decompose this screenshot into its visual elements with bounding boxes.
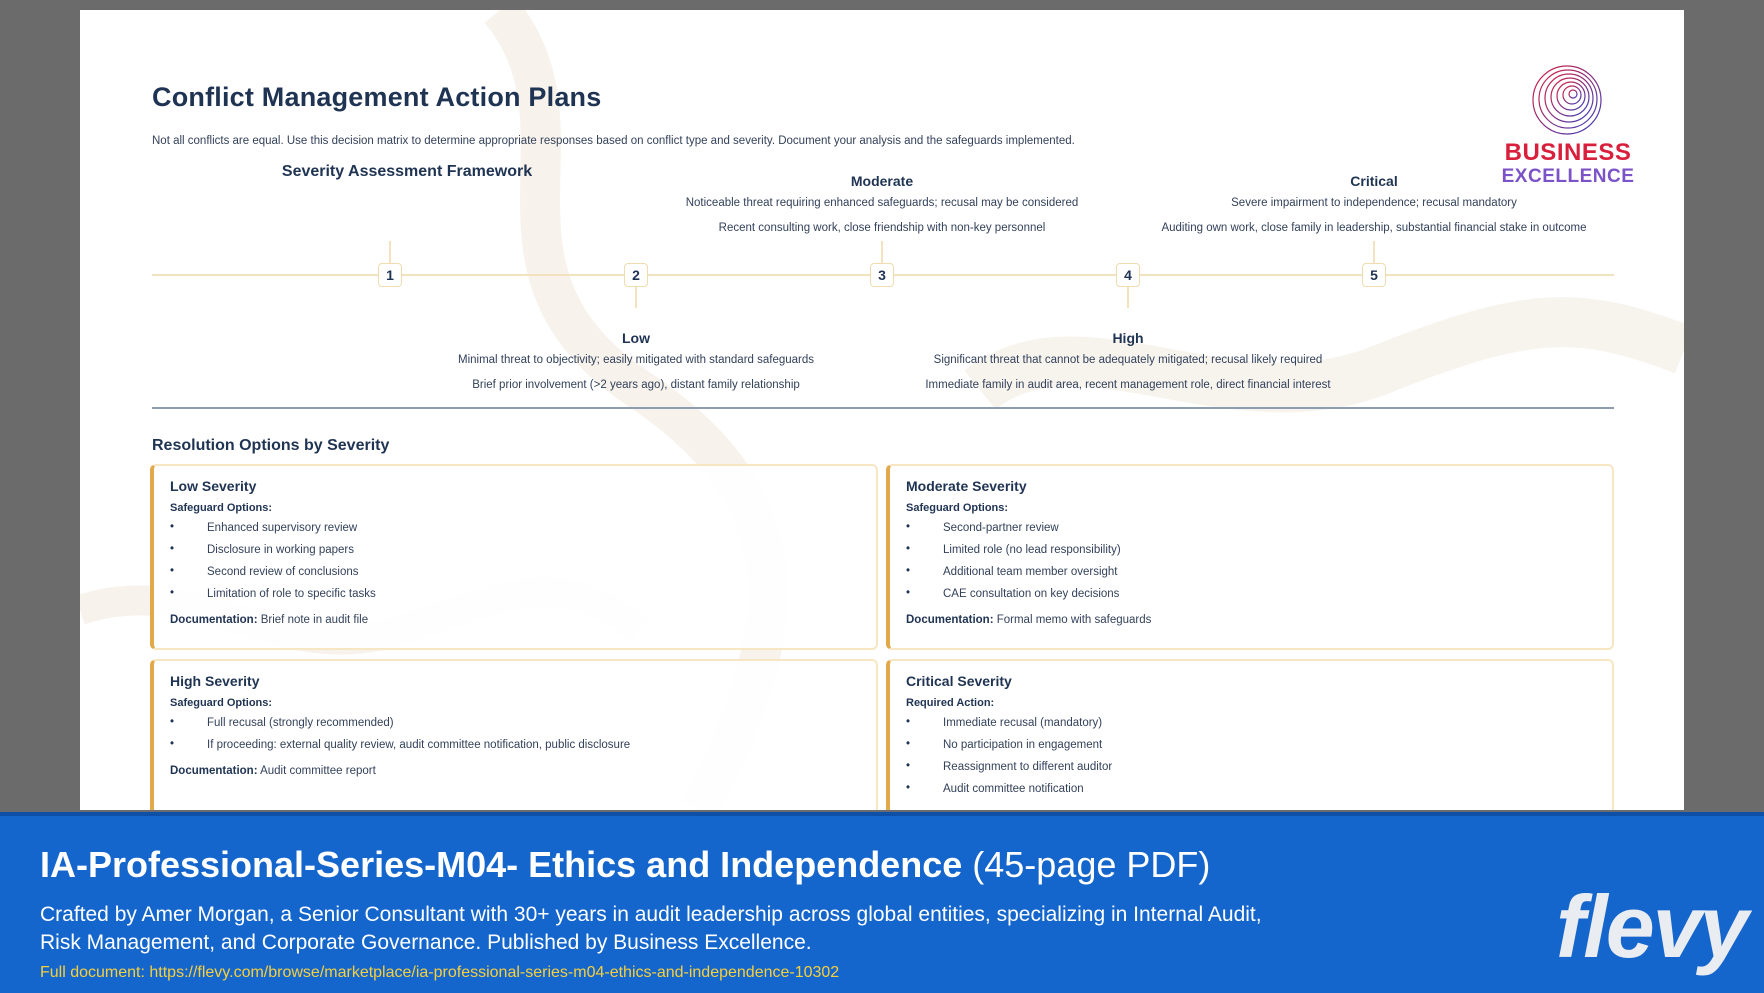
level-moderate-name: Moderate [850, 173, 914, 189]
level-moderate [652, 173, 1112, 247]
doc-value: Audit committee report [257, 765, 376, 777]
list-item: • Reassignment to different auditor [906, 761, 1596, 783]
card-moderate-documentation [906, 614, 1596, 626]
promo-footer-banner [0, 812, 1764, 993]
flevy-logo[interactable]: flevy [1556, 877, 1747, 976]
severity-node-4: 4 [1116, 263, 1140, 287]
footer-title [40, 844, 1210, 886]
logo-word-excellence: EXCELLENCE [1501, 166, 1635, 187]
doc-value: Formal memo with safeguards [993, 614, 1152, 626]
level-low-desc: Minimal threat to objectivity; easily mitigated with standard safeguards [457, 354, 815, 366]
card-high-list [170, 717, 860, 761]
card-high-documentation [170, 765, 860, 777]
list-item: • Additional team member oversight [906, 566, 1596, 588]
doc-label: Documentation: [170, 765, 258, 777]
list-item: • Enhanced supervisory review [170, 522, 860, 544]
tick-1 [389, 241, 391, 263]
card-high-severity [150, 659, 878, 810]
level-low-name: Low [622, 330, 650, 346]
card-critical-severity [886, 659, 1614, 810]
level-low [406, 330, 866, 404]
resolution-section-title: Resolution Options by Severity [152, 437, 390, 454]
card-moderate-severity [886, 464, 1614, 650]
card-critical-list [906, 717, 1596, 805]
concentric-rings-logo-icon [1531, 64, 1603, 136]
intro-text: Not all conflicts are equal. Use this decision matrix to determine appropriate responses based on conflict type and severity. Document your analysis and the safeguards implemented. [152, 135, 1075, 147]
section-divider [152, 407, 1614, 409]
level-critical-desc: Severe impairment to independence; recusal mandatory [1231, 197, 1517, 209]
level-critical-example: Auditing own work, close family in leadership, substantial financial stake in outcome [1161, 222, 1587, 234]
framework-title: Severity Assessment Framework [281, 163, 533, 180]
level-moderate-example: Recent consulting work, close friendship with non-key personnel [718, 222, 1046, 234]
list-item: • Disclosure in working papers [170, 544, 860, 566]
card-moderate-list [906, 522, 1596, 610]
footer-description: Crafted by Amer Morgan, a Senior Consultant with 30+ years in audit leadership across global entities, specializing in Internal Audit, Risk Management, and Corporate Governance. Published by Business Excellence. [40, 903, 1262, 954]
level-high [898, 330, 1358, 404]
level-critical-name: Critical [1350, 173, 1398, 189]
list-item: • Audit committee notification [906, 783, 1596, 805]
list-item: • Limited role (no lead responsibility) [906, 544, 1596, 566]
card-low-sub: Safeguard Options: [170, 502, 273, 514]
level-high-name: High [1112, 330, 1144, 346]
level-moderate-desc: Noticeable threat requiring enhanced safeguards; recusal may be considered [685, 197, 1079, 209]
page-title: Conflict Management Action Plans [152, 82, 602, 112]
logo-word-business: BUSINESS [1504, 139, 1632, 166]
list-item: • If proceeding: external quality review, audit committee notification, public disclosure [170, 739, 860, 761]
card-high-title: High Severity [170, 673, 260, 689]
level-critical [1144, 173, 1604, 247]
document-page [80, 10, 1684, 810]
list-item: • Full recusal (strongly recommended) [170, 717, 860, 739]
list-item: • No participation in engagement [906, 739, 1596, 761]
severity-node-5: 5 [1362, 263, 1386, 287]
list-item: • Second-partner review [906, 522, 1596, 544]
list-item: • Limitation of role to specific tasks [170, 588, 860, 610]
level-high-example: Immediate family in audit area, recent management role, direct financial interest [925, 379, 1331, 391]
footer-document-link[interactable]: Full document: https://flevy.com/browse/marketplace/ia-professional-series-m04-ethics-and-independence-10302 [40, 964, 840, 981]
card-moderate-title: Moderate Severity [906, 478, 1027, 494]
level-low-example: Brief prior involvement (>2 years ago), distant family relationship [472, 379, 800, 391]
list-item: • CAE consultation on key decisions [906, 588, 1596, 610]
severity-node-2: 2 [624, 263, 648, 287]
card-low-severity [150, 464, 878, 650]
card-moderate-sub: Safeguard Options: [906, 502, 1009, 514]
list-item: • Immediate recusal (mandatory) [906, 717, 1596, 739]
severity-node-3: 3 [870, 263, 894, 287]
doc-label: Documentation: [906, 614, 994, 626]
footer-title-main: IA-Professional-Series-M04- Ethics and Independence [40, 844, 963, 885]
doc-value: Brief note in audit file [257, 614, 369, 626]
footer-title-pages: (45-page PDF) [962, 844, 1211, 885]
card-low-title: Low Severity [170, 478, 257, 494]
list-item: • Second review of conclusions [170, 566, 860, 588]
severity-node-1: 1 [378, 263, 402, 287]
card-high-sub: Safeguard Options: [170, 697, 273, 709]
card-low-documentation [170, 614, 860, 626]
doc-label: Documentation: [170, 614, 258, 626]
tick-2 [635, 286, 637, 308]
card-critical-title: Critical Severity [906, 673, 1012, 689]
tick-4 [1127, 286, 1129, 308]
card-critical-sub: Required Action: [906, 697, 995, 709]
level-high-desc: Significant threat that cannot be adequately mitigated; recusal likely required [933, 354, 1323, 366]
card-low-list [170, 522, 860, 610]
